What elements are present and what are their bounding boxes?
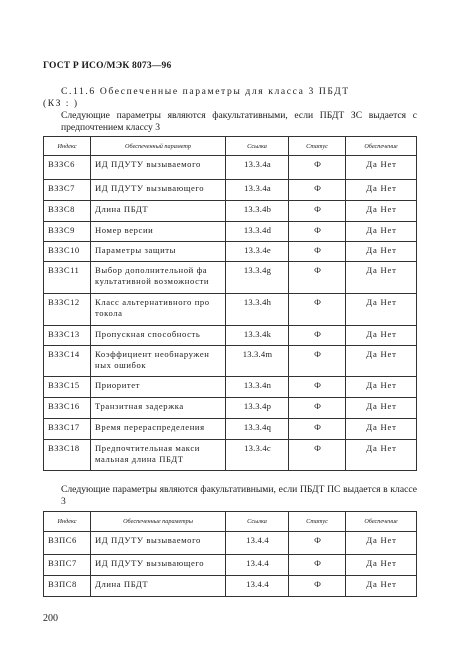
col-header-status: Статус <box>289 512 346 532</box>
intro-paragraph: Следующие параметры являются факультативными, если ПБДТ ЗС выдается с предпочтением классу 3 <box>61 110 417 133</box>
table-row <box>44 326 417 346</box>
row-index: ВЗЗС15 <box>44 377 91 398</box>
document-header: ГОСТ Р ИСО/МЭК 8073—96 <box>43 61 172 71</box>
row-index: ВЗЗС17 <box>44 419 91 440</box>
second-paragraph <box>43 484 417 508</box>
row-status: Ф <box>289 576 346 597</box>
row-support: Да Нет <box>346 346 417 377</box>
table-row <box>44 440 417 471</box>
row-support: Да Нет <box>346 419 417 440</box>
row-param: Выбор дополнительной фа культативной возможности <box>91 262 226 294</box>
table-row <box>44 156 417 180</box>
row-ref: 13.3.4b <box>226 201 289 222</box>
row-status: Ф <box>289 222 346 242</box>
row-support: Да Нет <box>346 180 417 201</box>
col-header-param: Обеспеченный параметр <box>91 137 226 156</box>
row-ref: 13.3.4a <box>226 180 289 201</box>
row-ref: 13.3.4d <box>226 222 289 242</box>
table-row <box>44 242 417 262</box>
table-row <box>44 201 417 222</box>
row-ref: 13.4.4 <box>226 532 289 555</box>
row-ref: 13.3.4с <box>226 440 289 471</box>
row-status: Ф <box>289 326 346 346</box>
col-header-status: Статус <box>289 137 346 156</box>
table-row <box>44 222 417 242</box>
col-header-param: Обеспеченные параметры <box>91 512 226 532</box>
row-param: Класс альтернативного про токола <box>91 294 226 326</box>
row-param: Предпочтительная макси мальная длина ПБДТ <box>91 440 226 471</box>
parameters-table-3c <box>43 136 417 471</box>
col-header-index: Индекс <box>44 512 91 532</box>
row-status: Ф <box>289 242 346 262</box>
table-row <box>44 419 417 440</box>
table-row <box>44 262 417 294</box>
table-row <box>44 555 417 576</box>
row-ref: 13.3.4n <box>226 377 289 398</box>
row-status: Ф <box>289 346 346 377</box>
row-index: ВЗЗС10 <box>44 242 91 262</box>
row-param: Транзитная задержка <box>91 398 226 419</box>
row-ref: 13.4.4 <box>226 555 289 576</box>
row-index: ВЗЗС7 <box>44 180 91 201</box>
row-index: ВЗЗС8 <box>44 201 91 222</box>
row-index: ВЗЗС11 <box>44 262 91 294</box>
row-status: Ф <box>289 532 346 555</box>
row-status: Ф <box>289 180 346 201</box>
table-row <box>44 346 417 377</box>
row-index: ВЗПС7 <box>44 555 91 576</box>
row-status: Ф <box>289 398 346 419</box>
row-param: ИД ПДУТУ вызываемого <box>91 156 226 180</box>
section-intro <box>43 86 417 134</box>
row-support: Да Нет <box>346 156 417 180</box>
row-status: Ф <box>289 294 346 326</box>
row-status: Ф <box>289 419 346 440</box>
col-header-ref: Ссылка <box>226 512 289 532</box>
row-status: Ф <box>289 262 346 294</box>
table-body <box>44 532 417 597</box>
row-index: ВЗЗС12 <box>44 294 91 326</box>
table-header-row <box>44 512 417 532</box>
row-index: ВЗЗС13 <box>44 326 91 346</box>
row-ref: 13.3.4h <box>226 294 289 326</box>
row-ref: 13.3.4k <box>226 326 289 346</box>
row-ref: 13.3.4m <box>226 346 289 377</box>
col-header-support: Обеспечение <box>346 512 417 532</box>
row-status: Ф <box>289 201 346 222</box>
row-param: Пропускная способность <box>91 326 226 346</box>
table-row <box>44 294 417 326</box>
row-support: Да Нет <box>346 294 417 326</box>
row-support: Да Нет <box>346 532 417 555</box>
row-index: ВЗЗС6 <box>44 156 91 180</box>
table-row <box>44 180 417 201</box>
row-ref: 13.3.4е <box>226 242 289 262</box>
row-param: Приоритет <box>91 377 226 398</box>
row-status: Ф <box>289 440 346 471</box>
row-index: ВЗПС6 <box>44 532 91 555</box>
row-param: Длина ПБДТ <box>91 201 226 222</box>
row-support: Да Нет <box>346 262 417 294</box>
row-support: Да Нет <box>346 201 417 222</box>
row-support: Да Нет <box>346 576 417 597</box>
row-index: ВЗПС8 <box>44 576 91 597</box>
row-support: Да Нет <box>346 555 417 576</box>
row-support: Да Нет <box>346 377 417 398</box>
page-number: 200 <box>43 613 58 624</box>
row-status: Ф <box>289 377 346 398</box>
parameters-table-pc <box>43 511 417 597</box>
row-ref: 13.3.4q <box>226 419 289 440</box>
row-param: ИД ПДУТУ вызывающего <box>91 555 226 576</box>
row-index: ВЗЗС14 <box>44 346 91 377</box>
row-support: Да Нет <box>346 222 417 242</box>
row-support: Да Нет <box>346 326 417 346</box>
row-index: ВЗЗС16 <box>44 398 91 419</box>
paragraph-text: Следующие параметры являются факультативными, если ПБДТ ПС выдается в классе 3 <box>61 484 417 507</box>
col-header-ref: Ссылка <box>226 137 289 156</box>
row-support: Да Нет <box>346 440 417 471</box>
row-ref: 13.3.4p <box>226 398 289 419</box>
row-param: Коэффициент необнаружен ных ошибок <box>91 346 226 377</box>
row-param: Длина ПБДТ <box>91 576 226 597</box>
row-param: ИД ПДУТУ вызывающего <box>91 180 226 201</box>
section-heading-cont: (КЗ : ) <box>43 98 79 109</box>
row-ref: 13.4.4 <box>226 576 289 597</box>
col-header-support: Обеспечение <box>346 137 417 156</box>
row-support: Да Нет <box>346 242 417 262</box>
row-status: Ф <box>289 156 346 180</box>
row-ref: 13.3.4g <box>226 262 289 294</box>
section-heading: С.11.6 Обеспеченные параметры для класса 3 ПБДТ <box>61 86 350 97</box>
row-param: Параметры защиты <box>91 242 226 262</box>
row-index: ВЗЗС9 <box>44 222 91 242</box>
row-param: Время перераспределения <box>91 419 226 440</box>
table-body <box>44 156 417 471</box>
table-header-row <box>44 137 417 156</box>
row-index: ВЗЗС18 <box>44 440 91 471</box>
table-row <box>44 398 417 419</box>
row-ref: 13.3.4a <box>226 156 289 180</box>
col-header-index: Индекс <box>44 137 91 156</box>
table-row <box>44 377 417 398</box>
row-param: ИД ПДУТУ вызываемого <box>91 532 226 555</box>
row-status: Ф <box>289 555 346 576</box>
table-row <box>44 576 417 597</box>
row-support: Да Нет <box>346 398 417 419</box>
row-param: Номер версии <box>91 222 226 242</box>
table-row <box>44 532 417 555</box>
